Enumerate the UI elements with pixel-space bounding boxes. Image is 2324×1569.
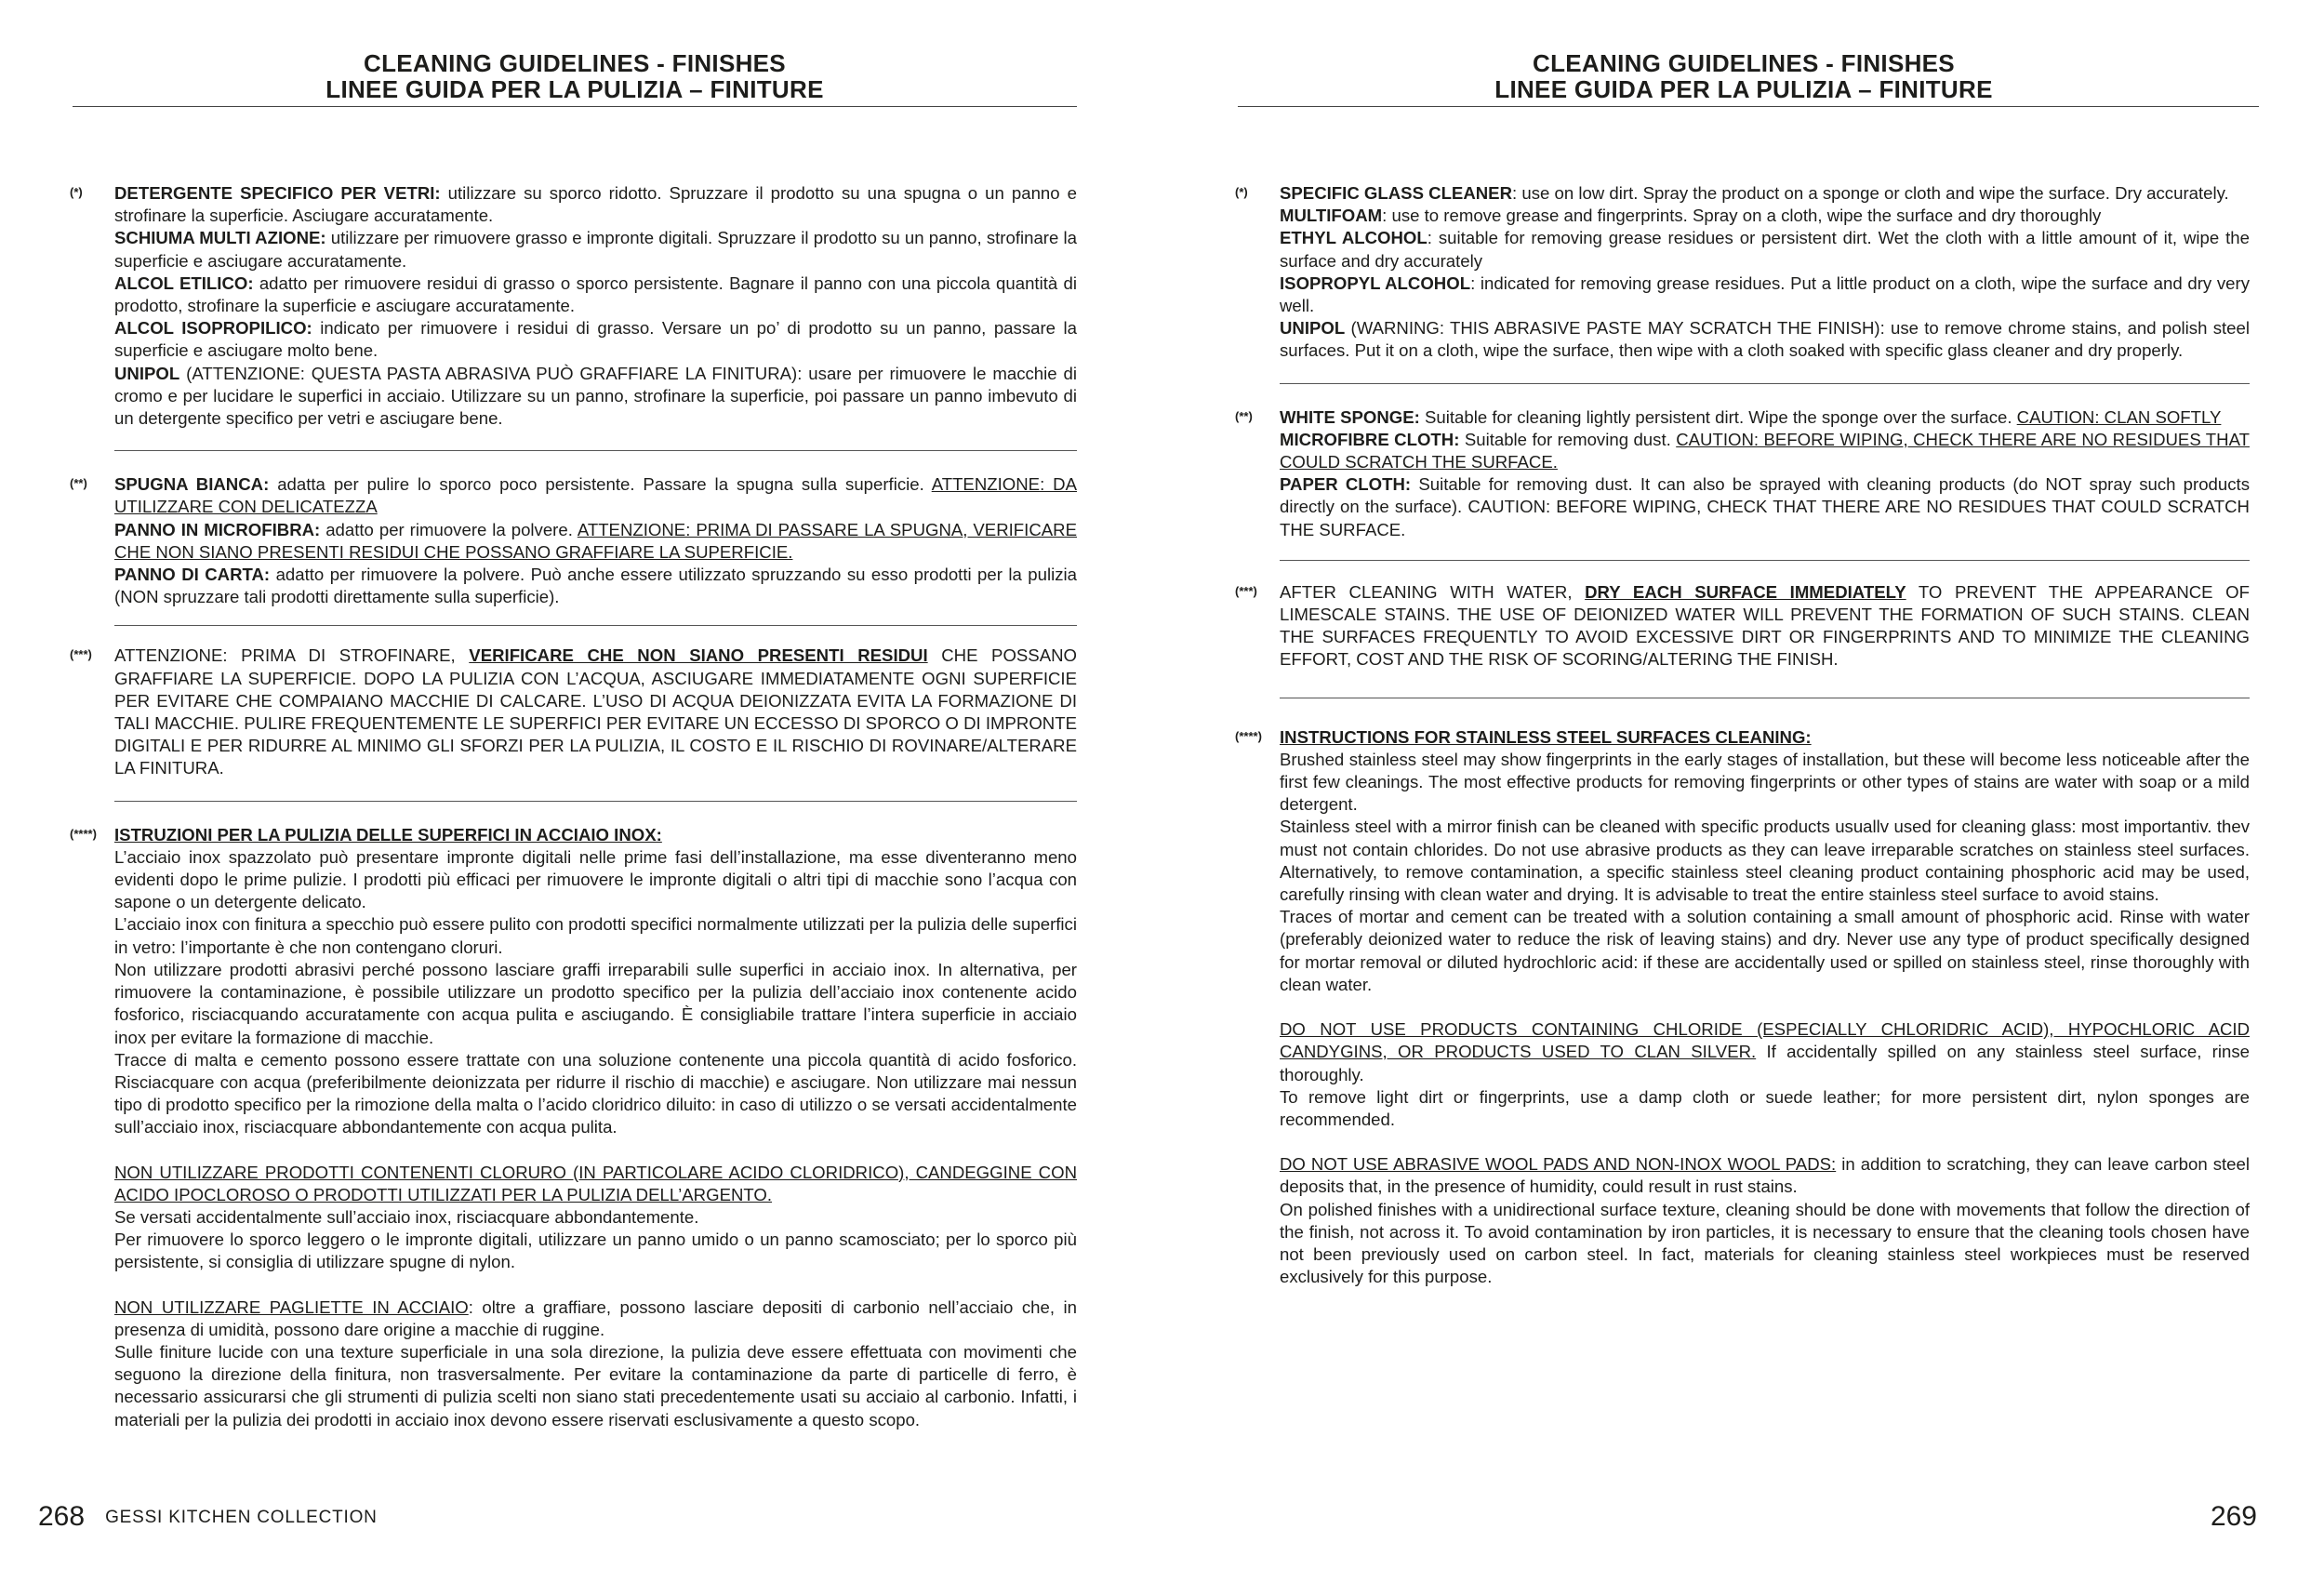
page-content: [70, 182, 1078, 1431]
underlined-text: DO NOT USE PRODUCTS CONTAINING CHLORIDE (ESPECIALLY CHLORIDRIC ACID), HYPOCHLORIC ACID CANDYGINS, OR PRODUCTS USED TO CLAN SILVER.: [1280, 1019, 2250, 1062]
paragraph: [1280, 581, 2250, 671]
text-run: AFTER CLEANING WITH WATER,: [1280, 581, 1586, 602]
underlined-text: CAUTION: BEFORE WIPING, CHECK THERE ARE NO RESIDUES THAT COULD SCRATCH THE SURFACE.: [1280, 429, 2250, 472]
paragraph-gap: [114, 1274, 1077, 1296]
paragraph: [114, 519, 1077, 564]
section-divider: [1280, 383, 2250, 384]
bold-term: PANNO IN MICROFIBRA:: [114, 519, 321, 539]
bold-term: ISOPROPYL ALCOHOL: [1280, 273, 1471, 293]
paragraph: [1280, 726, 2250, 749]
page-right: [1235, 0, 2257, 1569]
footnote-marker: (*): [1235, 185, 1248, 199]
paragraph: [114, 1296, 1077, 1341]
text-run: Suitable for removing dust. It can also be sprayed with cleaning products (do NOT spray such products directly on the surface). CAUTION: BEFORE WIPING, CHECK THAT THERE ARE NO RESIDUES THAT COULD SCRATCH THE SURFACE.: [1280, 474, 2250, 539]
text-run: adatto per rimuovere la polvere. Può anche essere utilizzato spruzzando su esso prodotti per la pulizia (NON spruzzare tali prodotti direttamente sulla superficie).: [114, 565, 1077, 607]
text-run: ATTENZIONE: PRIMA DI STROFINARE,: [114, 645, 470, 666]
text-run: Per rimuovere lo sporco leggero o le impronte digitali, utilizzare un panno umido o un panno scamosciato; per lo sporco più persistente, si consiglia di utilizzare spugne di nylon.: [114, 1230, 1077, 1272]
text-run: indicato per rimuovere i residui di grasso. Versare un po’ di prodotto su un panno, passare la superficie e asciugare molto bene.: [114, 318, 1077, 361]
text-run: Tracce di malta e cemento possono essere trattate con una soluzione contenente una piccola quantità di acido fosforico. Risciacquare con acqua (preferibilmente deionizzata per ridurre il rischio di macchie) e asciugare. Non utilizzare mai nessun tipo di prodotto specifico per la rimozione della malta o l’acido cloridrico diluito: in caso di utilizzo o se versati accidentalmente sull’acciaio inox, risciacquare abbondantemente con acqua pulita.: [114, 1049, 1077, 1137]
text-run: TO PREVENT THE APPEARANCE OF LIMESCALE STAINS. THE USE OF DEIONIZED WATER WILL PREVENT THE FORMATION OF SUCH STAINS. CLEAN THE SURFACES FREQUENTLY TO AVOID EXCESSIVE DIRT OR FINGERPRINTS AND TO MINIMIZE THE CLEANING EFFORT, COST AND THE RISK OF SCORING/ALTERING THE FINISH.: [1280, 581, 2250, 670]
paragraph: [114, 1341, 1077, 1431]
header-title-line2: LINEE GUIDA PER LA PULIZIA – FINITURE: [325, 75, 824, 103]
paragraph-gap: [1280, 1131, 2250, 1153]
paragraph: [114, 363, 1077, 431]
paragraph: [1280, 273, 2250, 317]
page-header: [1238, 50, 2250, 102]
text-run: Stainless steel with a mirror finish can be cleaned with specific products usuallv used for cleaning glass: most importantiv. thev must not contain chlorides. Do not use abrasive products as they can leave irreparable scratches on stainless steel surfaces. Alternatively, to remove contamination, a specific stainless steel cleaning product containing phosphoric acid may be used, carefully rinsing with clean water and drying. It is advisable to treat the entire stainless steel surface to avoid stains.: [1280, 817, 2250, 905]
section-divider: [114, 450, 1077, 451]
paragraph: [114, 1206, 1077, 1229]
note-section: [1235, 581, 2250, 671]
text-run: adatto per rimuovere la polvere.: [320, 519, 578, 539]
page-header: [73, 50, 1077, 102]
text-run: adatta per pulire lo sporco poco persistente. Passare la spugna sulla superficie.: [269, 474, 932, 495]
paragraph: [114, 913, 1077, 958]
bold-term: UNIPOL: [1280, 318, 1346, 339]
bold-term: SPECIFIC GLASS CLEANER: [1280, 183, 1513, 203]
header-title-line1: CLEANING GUIDELINES - FINISHES: [364, 49, 786, 77]
paragraph: [114, 1162, 1077, 1206]
bold-term: MICROFIBRE CLOTH:: [1280, 429, 1460, 449]
paragraph: [1280, 205, 2250, 227]
underlined-text: DO NOT USE ABRASIVE WOOL PADS AND NON-INOX WOOL PADS:: [1280, 1154, 1837, 1175]
header-title-line1: CLEANING GUIDELINES - FINISHES: [1533, 49, 1955, 77]
paragraph: [1280, 1086, 2250, 1131]
text-run: Suitable for removing dust.: [1459, 429, 1677, 449]
footnote-marker: (***): [70, 647, 92, 662]
underlined-text: ATTENZIONE: DA UTILIZZARE CON DELICATEZZA: [114, 474, 1077, 517]
text-run: : suitable for removing grease residues or persistent dirt. Wet the cloth with a little amount of it, wipe the surface and dry accurately: [1280, 228, 2250, 271]
page-content: [1235, 182, 2250, 1288]
text-run: Brushed stainless steel may show fingerprints in the early stages of installation, but these will become less noticeable after the first few cleanings. The most effective products for removing fingerprints or other types of stains are water with soap or a mild detergent.: [1280, 749, 2250, 815]
text-run: : use to remove grease and fingerprints. Spray on a cloth, wipe the surface and dry thoroughly: [1382, 206, 2102, 226]
paragraph: [114, 1229, 1077, 1273]
text-run: : indicated for removing grease residues. Put a little product on a cloth, wipe the surface and dry very well.: [1280, 273, 2250, 316]
page-footer: [2211, 1501, 2257, 1533]
bold-term: ALCOL ETILICO:: [114, 273, 254, 293]
paragraph: [1280, 816, 2250, 906]
paragraph: [114, 1049, 1077, 1139]
underlined-text: INSTRUCTIONS FOR STAINLESS STEEL SURFACES CLEANING:: [1280, 726, 1812, 747]
text-run: L’acciaio inox con finitura a specchio può essere pulito con prodotti specifici normalmente utilizzati per la pulizia delle superfici in vetro: l’importante è che non contengano cloruri.: [114, 914, 1077, 957]
paragraph: [1280, 227, 2250, 272]
bold-term: SCHIUMA MULTI AZIONE:: [114, 228, 326, 248]
text-run: adatto per rimuovere residui di grasso o sporco persistente. Bagnare il panno con una piccola quantità di prodotto, strofinare la superficie e asciugare accuratamente.: [114, 273, 1077, 316]
footnote-marker: (**): [1235, 408, 1253, 423]
paragraph: [1280, 473, 2250, 541]
section-divider: [114, 625, 1077, 626]
note-section: [1235, 726, 2250, 1289]
paragraph: [1280, 749, 2250, 817]
bold-term: SPUGNA BIANCA:: [114, 474, 270, 495]
note-section: [70, 473, 1077, 608]
underlined-text: ATTENZIONE: PRIMA DI PASSARE LA SPUGNA, VERIFICARE CHE NON SIANO PRESENTI RESIDUI CHE POSSANO GRAFFIARE LA SUPERFICIE.: [114, 519, 1077, 562]
text-run: Suitable for cleaning lightly persistent dirt. Wipe the sponge over the surface.: [1419, 406, 2017, 427]
page-number: 269: [2210, 1501, 2257, 1532]
bold-term: WHITE SPONGE:: [1280, 406, 1420, 427]
paragraph: [114, 273, 1077, 317]
footnote-marker: (****): [1235, 728, 1262, 743]
bold-term: DETERGENTE SPECIFICO PER VETRI:: [114, 183, 441, 203]
footnote-marker: (***): [1235, 583, 1257, 598]
text-run: To remove light dirt or fingerprints, use a damp cloth or suede leather; for more persistent dirt, nylon sponges are recommended.: [1280, 1086, 2250, 1129]
section-divider: [114, 801, 1077, 802]
paragraph: [1280, 906, 2250, 996]
text-run: Se versati accidentalmente sull’acciaio inox, risciacquare abbondantemente.: [114, 1206, 699, 1227]
paragraph: [114, 564, 1077, 608]
text-run: utilizzare su sporco ridotto. Spruzzare il prodotto su una spugna o un panno e strofinare la superficie. Asciugare accuratamente.: [114, 183, 1077, 226]
paragraph-gap: [1280, 996, 2250, 1018]
underlined-text: CAUTION: CLAN SOFTLY: [2016, 406, 2222, 427]
text-run: On polished finishes with a unidirectional surface texture, cleaning should be done with movements that follow the direction of the finish, not across it. To avoid contamination by iron particles, it is necessary to ensure that the cleaning tools chosen have not been previously used on carbon steel. In fact, materials for cleaning stainless steel workpieces must be reserved exclusively for this purpose.: [1280, 1199, 2250, 1287]
brand-name: GESSI KITCHEN COLLECTION: [105, 1508, 378, 1527]
paragraph-gap: [114, 1139, 1077, 1162]
text-run: : use on low dirt. Spray the product on a sponge or cloth and wipe the surface. Dry accurately.: [1512, 183, 2229, 203]
underlined-text: ISTRUZIONI PER LA PULIZIA DELLE SUPERFICI IN ACCIAIO INOX:: [114, 824, 662, 844]
text-run: : oltre a graffiare, possono lasciare depositi di carbonio nell’acciaio che, in presenza di umidità, possono dare origine a macchie di ruggine.: [114, 1296, 1077, 1339]
paragraph: [1280, 317, 2250, 362]
section-divider: [1280, 560, 2250, 561]
text-run: CHE POSSANO GRAFFIARE LA SUPERFICIE. DOPO LA PULIZIA CON L’ACQUA, ASCIUGARE IMMEDIATAMENTE OGNI SUPERFICIE PER EVITARE CHE COMPAIANO MACCHIE DI CALCARE. L’USO DI ACQUA DEIONIZZATA EVITA LA FORMAZIONE DI TALI MACCHIE. PULIRE FREQUENTEMENTE LE SUPERFICI PER EVITARE UN ECCESSO DI SPORCO O DI IMPRONTE DIGITALI E PER RIDURRE AL MINIMO GLI SFORZI PER LA PULIZIA, IL COSTO E IL RISCHIO DI ROVINARE/ALTERARE LA FINITURA.: [114, 645, 1078, 778]
text-run: utilizzare per rimuovere grasso e impronte digitali. Spruzzare il prodotto su un panno, strofinare la superficie e asciugare accuratamente.: [114, 228, 1077, 271]
paragraph: [114, 645, 1077, 779]
paragraph: [114, 182, 1077, 227]
header-rule: [1238, 106, 2259, 107]
paragraph: [1280, 182, 2250, 205]
footnote-marker: (**): [70, 476, 87, 491]
text-run: Traces of mortar and cement can be treated with a solution containing a small amount of phosphoric acid. Rinse with water (preferably deionized water to reduce the risk of leaving stains) and dry. Never use any type of product specifically designed for mortar removal or diluted hydrochloric acid: if these are accidentally used or spilled on stainless steel, rinse thoroughly with clean water.: [1280, 907, 2250, 994]
paragraph: [114, 473, 1077, 518]
underlined-text: VERIFICARE CHE NON SIANO PRESENTI RESIDUI: [469, 645, 928, 666]
paragraph: [114, 824, 1077, 846]
paragraph: [114, 959, 1077, 1049]
bold-term: UNIPOL: [114, 363, 180, 383]
page-number: 268: [38, 1501, 86, 1532]
underlined-text: NON UTILIZZARE PAGLIETTE IN ACCIAIO: [114, 1296, 469, 1317]
bold-term: PAPER CLOTH:: [1280, 474, 1412, 495]
text-run: L’acciaio inox spazzolato può presentare impronte digitali nelle prime fasi dell’installazione, ma esse diventeranno meno evidenti dopo le prime pulizie. I prodotti più efficaci per rimuovere le impronte digitali o altri tipi di macchie sono l’acqua con sapone o un detergente delicato.: [114, 846, 1077, 912]
note-section: [1235, 406, 2250, 541]
text-run: (WARNING: THIS ABRASIVE PASTE MAY SCRATCH THE FINISH): use to remove chrome stains, and polish steel surfaces. Put it on a cloth, wipe the surface, then wipe with a cloth soaked with specific glass cleaner and dry properly.: [1280, 318, 2250, 361]
note-section: [70, 182, 1077, 430]
page-left: [38, 0, 1078, 1569]
page-footer: [38, 1501, 378, 1533]
text-run: If accidentally spilled on any stainless steel surface, rinse thoroughly.: [1280, 1042, 2250, 1084]
note-section: [70, 824, 1077, 1431]
footnote-marker: (****): [70, 826, 97, 841]
paragraph: [1280, 1153, 2250, 1198]
bold-term: MULTIFOAM: [1280, 206, 1383, 226]
text-run: (ATTENZIONE: QUESTA PASTA ABRASIVA PUÒ GRAFFIARE LA FINITURA): usare per rimuovere le macchie di cromo e per lucidare le superfici in acciaio. Utilizzare su un panno, strofinare la superficie, poi passare un panno imbevuto di un detergente specifico per vetri e asciugare bene.: [114, 363, 1077, 429]
paragraph: [114, 317, 1077, 362]
bold-term: ALCOL ISOPROPILICO:: [114, 318, 312, 339]
footnote-marker: (*): [70, 185, 83, 199]
paragraph: [114, 227, 1077, 272]
paragraph: [1280, 1199, 2250, 1289]
underlined-text: DRY EACH SURFACE IMMEDIATELY: [1585, 581, 1906, 602]
text-run: Sulle finiture lucide con una texture superficiale in una sola direzione, la pulizia deve essere effettuata con movimenti che seguono la direzione della finitura, non trasversalmente. Per evitare la contaminazione da parte di particelle di ferro, è necessario assicurarsi che gli strumenti di pulizia scelti non siano stati precedentemente usati su acciaio al carbonio. Infatti, i materiali per la pulizia dei prodotti in acciaio inox devono essere riservati esclusivamente a questo scopo.: [114, 1341, 1077, 1429]
text-run: Non utilizzare prodotti abrasivi perché possono lasciare graffi irreparabili sulle superfici in acciaio inox. In alternativa, per rimuovere la contaminazione, è possibile utilizzare un prodotto specifico per la pulizia dell’acciaio inox contenente acido fosforico, risciacquando accuratamente con acqua pulita e asciugando. È consigliabile trattare l’intera superficie in acciaio inox per evitare la formazione di macchie.: [114, 959, 1077, 1047]
paragraph: [1280, 406, 2250, 429]
text-run: in addition to scratching, they can leave carbon steel deposits that, in the presence of humidity, could result in rust stains.: [1280, 1154, 2250, 1197]
header-title-line2: LINEE GUIDA PER LA PULIZIA – FINITURE: [1494, 75, 1993, 103]
paragraph: [1280, 1018, 2250, 1086]
header-rule: [73, 106, 1077, 107]
bold-term: PANNO DI CARTA:: [114, 565, 271, 585]
bold-term: ETHYL ALCOHOL: [1280, 228, 1428, 248]
note-section: [70, 645, 1078, 779]
note-section: [1235, 182, 2250, 363]
underlined-text: NON UTILIZZARE PRODOTTI CONTENENTI CLORURO (IN PARTICOLARE ACIDO CLORIDRICO), CANDEGGINE CON ACIDO IPOCLOROSO O PRODOTTI UTILIZZATI PER LA PULIZIA DELL’ARGENTO.: [114, 1162, 1077, 1204]
paragraph: [1280, 429, 2250, 473]
paragraph: [114, 846, 1077, 914]
